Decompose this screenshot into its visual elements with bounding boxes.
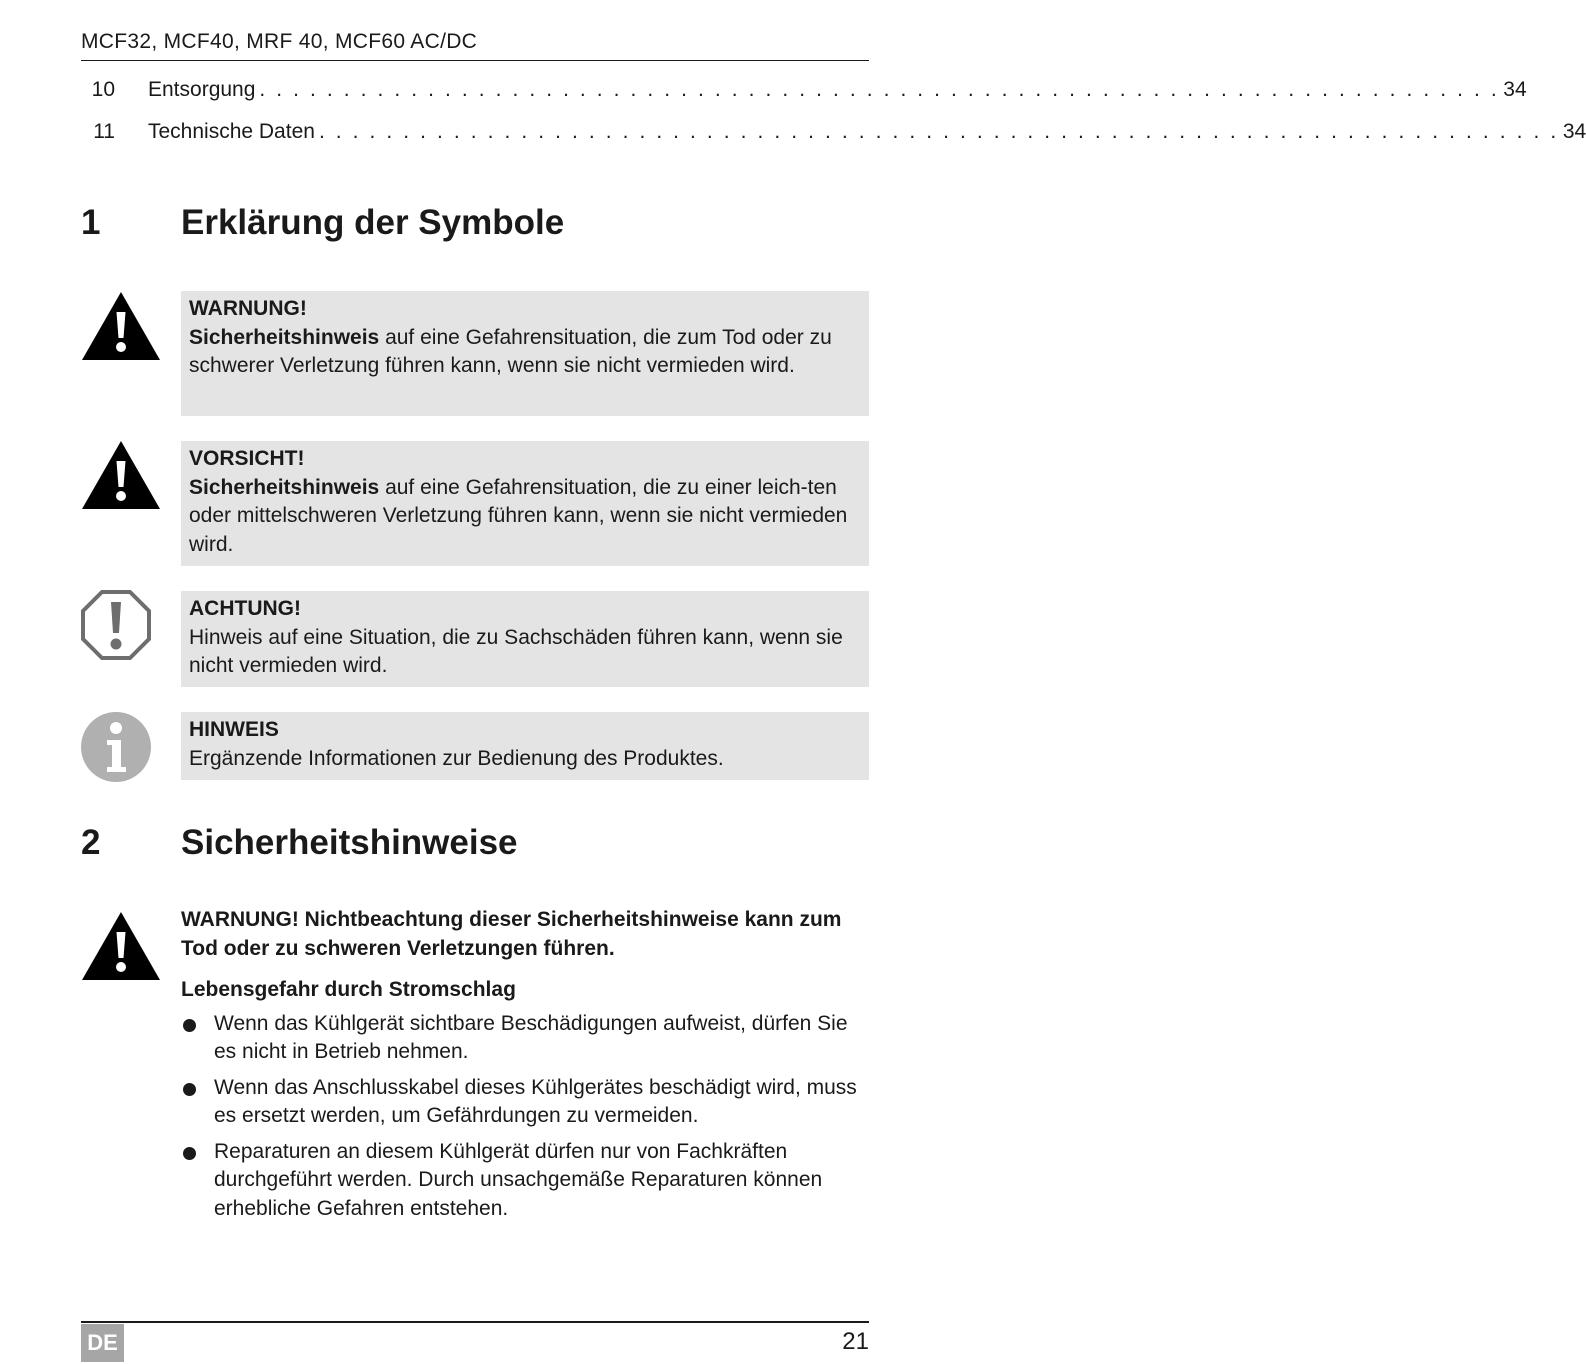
warning-triangle-icon <box>80 910 162 982</box>
notice-info <box>181 712 869 780</box>
toc-page: 34 <box>1562 120 1586 143</box>
list-item <box>181 1074 869 1131</box>
bullet-icon <box>183 1147 196 1160</box>
list-item <box>181 1010 869 1067</box>
warning-triangle-icon <box>80 290 162 362</box>
toc-title: Technische Daten <box>148 120 315 143</box>
octagon-exclamation-icon <box>80 589 152 661</box>
notice-label: HINWEIS <box>189 718 279 741</box>
warning-statement: WARNUNG! Nichtbeachtung dieser Sicherheitshinweise kann zum Tod oder zu schweren Verletzungen führen. <box>181 908 842 960</box>
bullet-icon <box>183 1083 196 1096</box>
toc-leader-dots: . . . . . . . . . . . . . . . . . . . . . . . . . . . . . . . . . . . . . . . . . . . . . . . . . . . . . . . . . . . . . . . . . . . . . . . . . . <box>259 78 1500 101</box>
bullet-icon <box>183 1019 196 1032</box>
toc-entry[interactable] <box>81 78 1527 108</box>
notice-label: VORSICHT! <box>189 447 305 470</box>
section-title: Sicherheitshinweise <box>181 823 518 862</box>
notice-bold-term: Sicherheitshinweis <box>189 475 380 499</box>
toc-leader-dots: . . . . . . . . . . . . . . . . . . . . . . . . . . . . . . . . . . . . . . . . . . . . . . . . . . . . . . . . . . . . . . . . . . . . . . . . . . <box>318 120 1559 143</box>
safety-warning-block <box>181 906 869 1230</box>
section-number: 1 <box>81 203 101 242</box>
list-item <box>181 1138 869 1224</box>
list-item-text: Reparaturen an diesem Kühlgerät dürfen nur von Fachkräften durchgeführt werden. Durch unsachgemäße Reparaturen können erhebliche Gefahren entstehen. <box>214 1139 823 1220</box>
running-header: MCF32, MCF40, MRF 40, MCF60 AC/DC <box>81 30 478 53</box>
notice-text: auf eine Gefahrensituation, die zum Tod oder zu schwerer Verletzung führen kann, wenn sie nicht vermieden wird. <box>189 325 832 377</box>
subheading: Lebensgefahr durch Stromschlag <box>181 978 516 1001</box>
notice-text: Ergänzende Informationen zur Bedienung des Produktes. <box>189 746 724 770</box>
list-item-text: Wenn das Kühlgerät sichtbare Beschädigungen aufweist, dürfen Sie es nicht in Betrieb nehmen. <box>214 1011 848 1063</box>
page-number: 21 <box>842 1328 869 1355</box>
toc-entry[interactable] <box>81 120 1586 150</box>
toc-number: 10 <box>91 78 115 101</box>
warning-triangle-icon <box>80 439 162 511</box>
toc-number: 11 <box>93 120 115 143</box>
language-badge: DE <box>81 1324 124 1362</box>
toc-page: 34 <box>1503 78 1527 101</box>
footer-divider <box>81 1321 869 1323</box>
bullet-list <box>181 1010 869 1224</box>
info-circle-icon <box>80 711 152 783</box>
toc-title: Entsorgung <box>148 78 256 101</box>
notice-bold-term: Sicherheitshinweis <box>189 325 380 349</box>
notice-attention <box>181 591 869 687</box>
list-item-text: Wenn das Anschlusskabel dieses Kühlgerätes beschädigt wird, muss es ersetzt werden, um Gefährdungen zu vermeiden. <box>214 1075 857 1127</box>
section-title: Erklärung der Symbole <box>181 203 565 242</box>
notice-warning <box>181 291 869 416</box>
notice-caution <box>181 441 869 566</box>
notice-label: WARNUNG! <box>189 297 307 320</box>
notice-text: auf eine Gefahrensituation, die zu einer leich-ten oder mittelschweren Verletzung führen kann, wenn sie nicht vermieden wird. <box>189 475 848 556</box>
notice-text: Hinweis auf eine Situation, die zu Sachschäden führen kann, wenn sie nicht vermieden wird. <box>189 625 843 677</box>
header-divider <box>81 60 869 61</box>
section-number: 2 <box>81 823 101 862</box>
notice-label: ACHTUNG! <box>189 597 301 620</box>
